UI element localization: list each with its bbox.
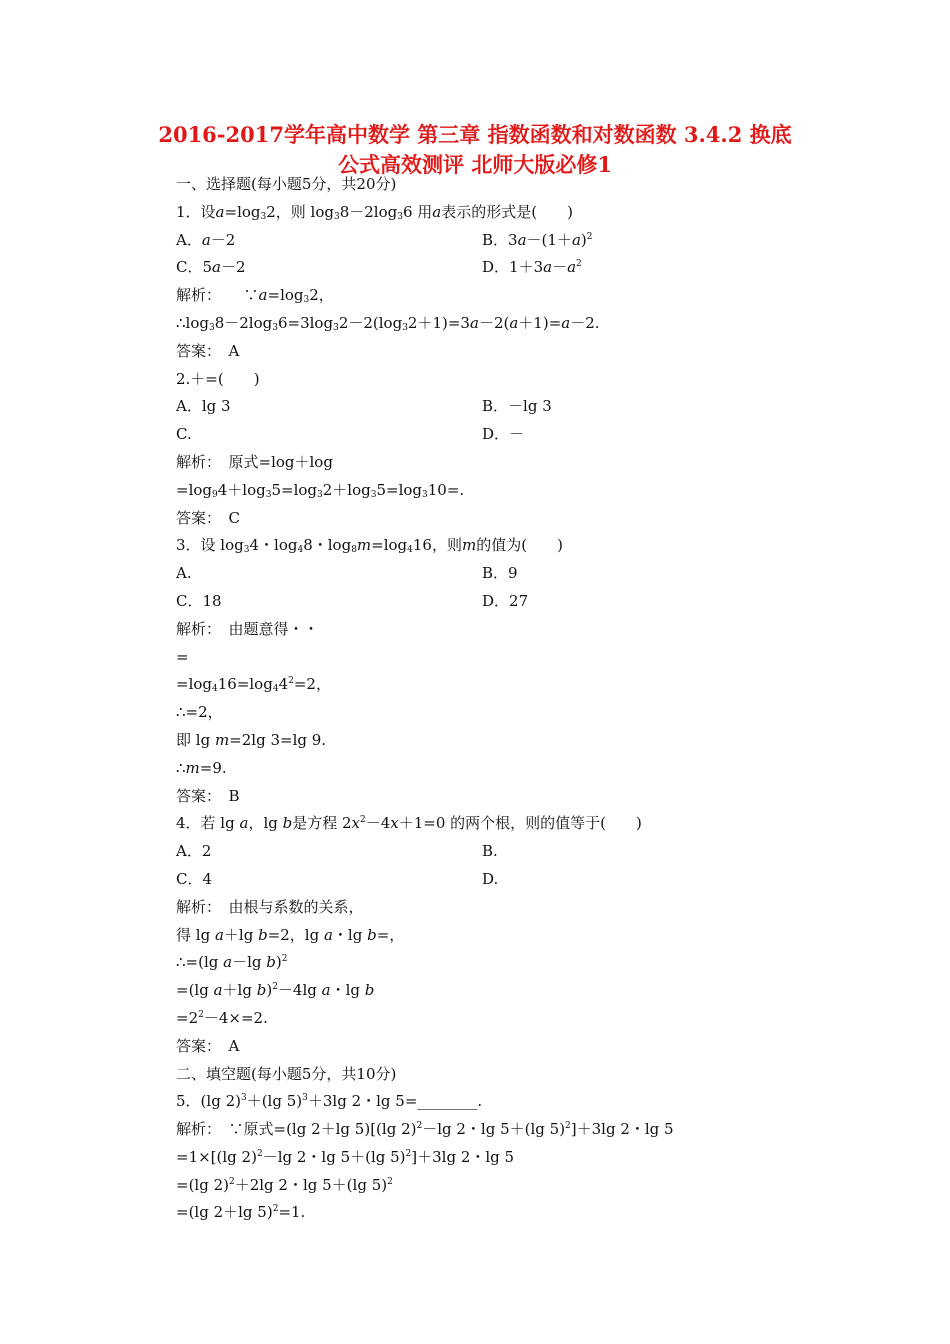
q3-option-c: C．18: [176, 591, 222, 610]
q2-options-ab: [176, 393, 816, 421]
q3-analysis-3: $=\log_416=\log_44^2=2$，: [176, 675, 331, 695]
section-heading-fill: 二、填空题(每小题5分，共10分): [176, 1064, 397, 1083]
q3-analysis-1: 解析： 由题意得・・: [176, 619, 319, 638]
q4-analysis-2: 得 lg a＋lg b=2，lg a・lg b=，: [176, 925, 405, 944]
q2-option-c: C.: [176, 425, 192, 444]
q3-analysis-4: ∴=2，: [176, 703, 223, 722]
q5-analysis-4: =(lg 2＋lg 5)$^2$=1.: [176, 1203, 306, 1222]
q4-option-a: A．2: [176, 842, 212, 861]
q5-analysis-1: 解析： ∵原式=(lg 2＋lg 5)[(lg 2)$^2$－lg 2・lg 5＋(lg 5)$^2$]＋3lg 2・lg 5: [176, 1120, 674, 1139]
q1-option-c: C．5a－2: [176, 258, 246, 277]
q4-analysis-5: $=2^2-4\times=2$.: [176, 1008, 268, 1027]
q3-analysis-6: ∴m=9.: [176, 758, 227, 777]
q1-stem: 1．设$a=\log_32$，则 $\log_38-2\log_36$ 用a表示的形式是( ): [176, 202, 573, 222]
q1-option-a: A．a－2: [176, 230, 236, 249]
q4-analysis-4: =(lg a＋lg b)$^2$－4lg a・lg b: [176, 981, 375, 1000]
title-line-1: 2016-2017学年高中数学 第三章 指数函数和对数函数 3.4.2 换底: [158, 122, 792, 147]
q3-option-b: B．9: [482, 564, 518, 583]
q2-analysis-2: $=\log_94+\log_35=\log_32+\log_35=\log_310=$.: [176, 480, 465, 500]
document-body: [176, 171, 816, 1227]
q2-options-cd: [176, 421, 816, 449]
q4-option-b: B.: [482, 842, 498, 861]
q3-option-d: D．27: [482, 591, 529, 610]
q2-stem: 2.＋=( ): [176, 369, 260, 388]
q5-analysis-2: =1×[(lg 2)$^2$－lg 2・lg 5＋(lg 5)$^2$]＋3lg 2・lg 5: [176, 1147, 515, 1166]
q5-stem: 5．(lg 2)$^3$＋(lg 5)$^3$＋3lg 2・lg 5=________.: [176, 1092, 483, 1111]
q1-options-cd: [176, 254, 816, 282]
q3-analysis-5: 即 lg m=2lg 3=lg 9.: [176, 730, 327, 749]
q3-answer: 答案： B: [176, 786, 240, 805]
q1-analysis-2: $\therefore\log_38-2\log_36=3\log_32-2(\log_32+1)=3a-2(a+1)=a-2$.: [176, 313, 600, 333]
q3-options-cd: [176, 588, 816, 616]
q4-stem: 4．若 lg a，lg b是方程 $2x^2-4x+1=0$ 的两个根，则的值等于( ): [176, 814, 642, 833]
q1-option-d: D．$1+3a-a^2$: [482, 258, 582, 277]
q3-analysis-2: =: [176, 647, 189, 666]
q3-stem: 3．设 $\log_34$・$\log_48$・$\log_8m=\log_416$，则m的值为( ): [176, 536, 563, 556]
title-line-2: 公式高效测评 北师大版必修1: [338, 152, 612, 177]
q1-option-b: B．$3a-(1+a)^2$: [482, 230, 593, 249]
q4-analysis-1: 解析： 由根与系数的关系，: [176, 897, 364, 916]
q1-answer: 答案： A: [176, 341, 240, 360]
q4-options-ab: [176, 838, 816, 866]
q4-options-cd: [176, 866, 816, 894]
section-heading-choice: 一、选择题(每小题5分，共20分): [176, 175, 397, 193]
q2-answer: 答案： C: [176, 508, 240, 527]
q4-analysis-3: ∴=(lg a－lg b)$^2$: [176, 953, 288, 972]
q2-analysis-1: 解析： 原式=log＋log: [176, 452, 333, 471]
q2-option-b: B．－lg 3: [482, 397, 552, 416]
q2-option-d: D．－: [482, 425, 525, 444]
q1-analysis-1: 解析： $\because a=\log_32$，: [176, 286, 334, 306]
q2-option-a: A．lg 3: [176, 397, 231, 416]
q1-options-ab: [176, 227, 816, 255]
q4-option-d: D.: [482, 869, 499, 888]
q3-option-a: A.: [176, 564, 192, 583]
q5-analysis-3: =(lg 2)$^2$＋2lg 2・lg 5＋(lg 5)$^2$: [176, 1175, 393, 1194]
q4-answer: 答案： A: [176, 1036, 240, 1055]
q3-options-ab: [176, 560, 816, 588]
q4-option-c: C．4: [176, 869, 213, 888]
